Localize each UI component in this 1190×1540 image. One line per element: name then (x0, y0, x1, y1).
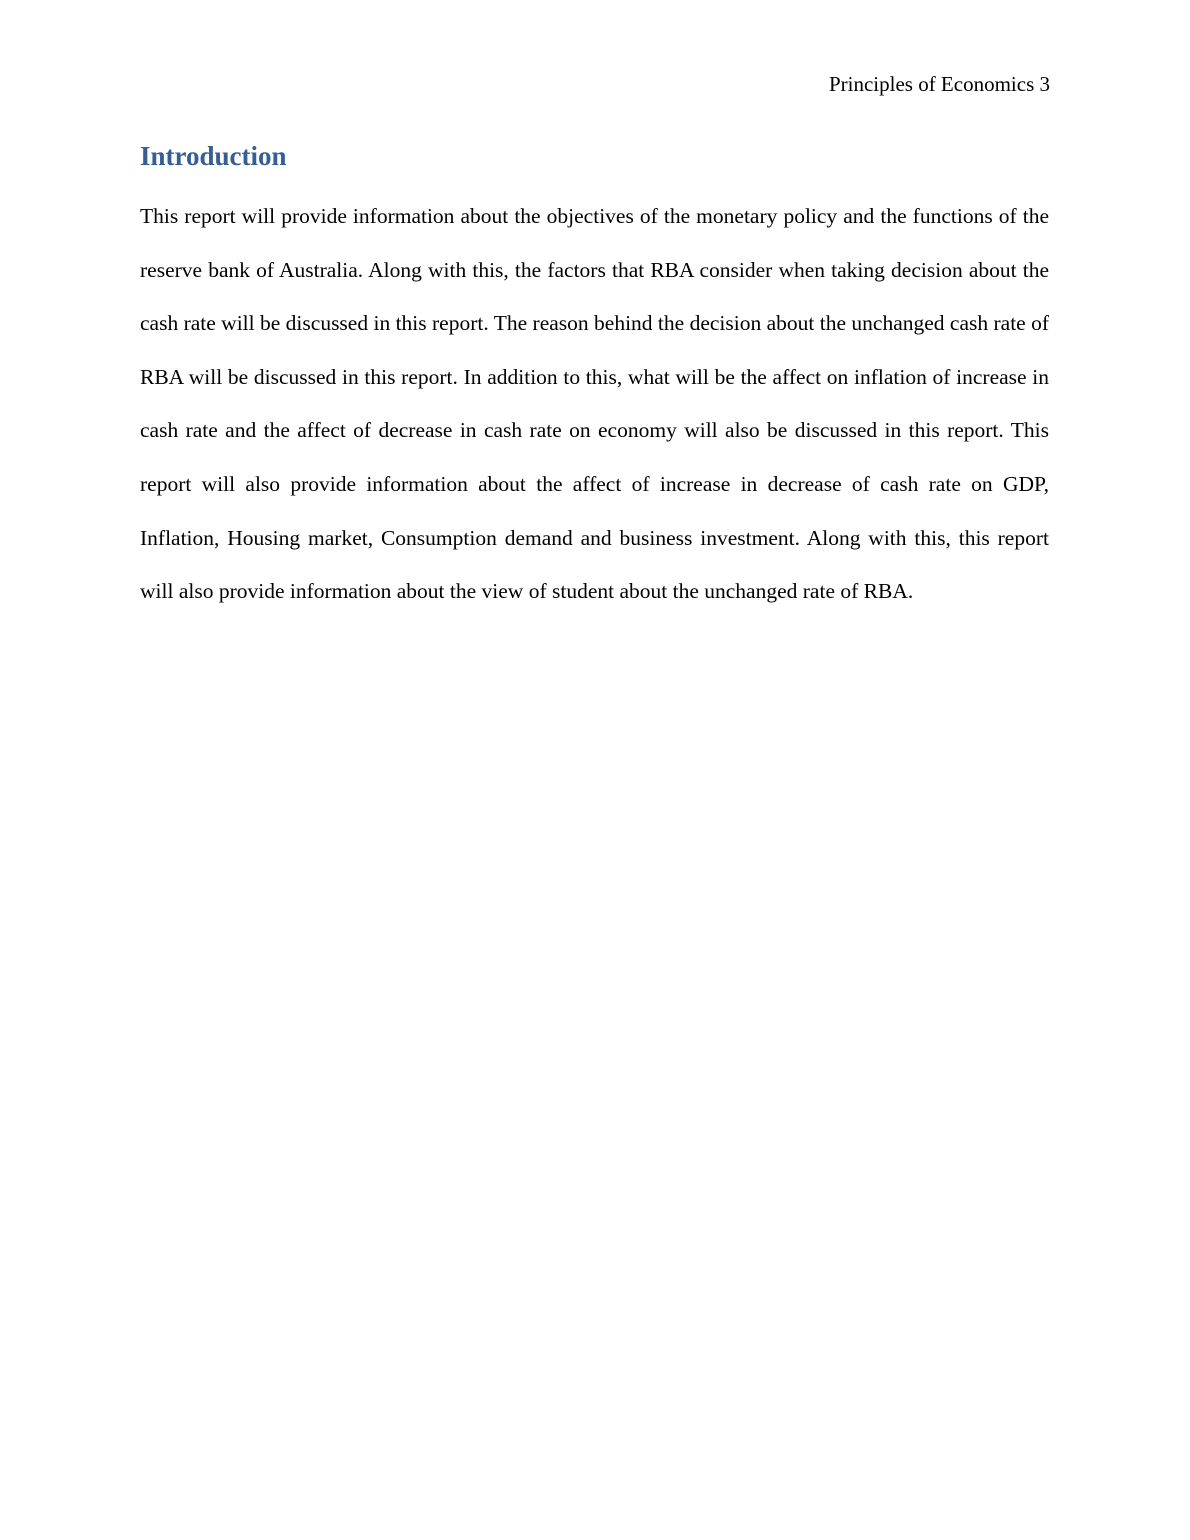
running-head: Principles of Economics 3 (828, 72, 1050, 96)
section-heading: Introduction (140, 141, 287, 171)
body-paragraph: This report will provide information about the objectives of the monetary policy and the functions of the reserve bank of Australia. Along with this, the factors that RBA consider when taking decision about the cash rate will be discussed in this report. The reason behind the decision about the unchanged cash rate of RBA will be discussed in this report. In addition to this, what will be the affect on inflation of increase in cash rate and the affect of decrease in cash rate on economy will also be discussed in this report. This report will also provide information about the affect of increase in decrease of cash rate on GDP, Inflation, Housing market, Consumption demand and business investment. Along with this, this report will also provide information about the view of student about the unchanged rate of RBA. (140, 204, 1049, 604)
